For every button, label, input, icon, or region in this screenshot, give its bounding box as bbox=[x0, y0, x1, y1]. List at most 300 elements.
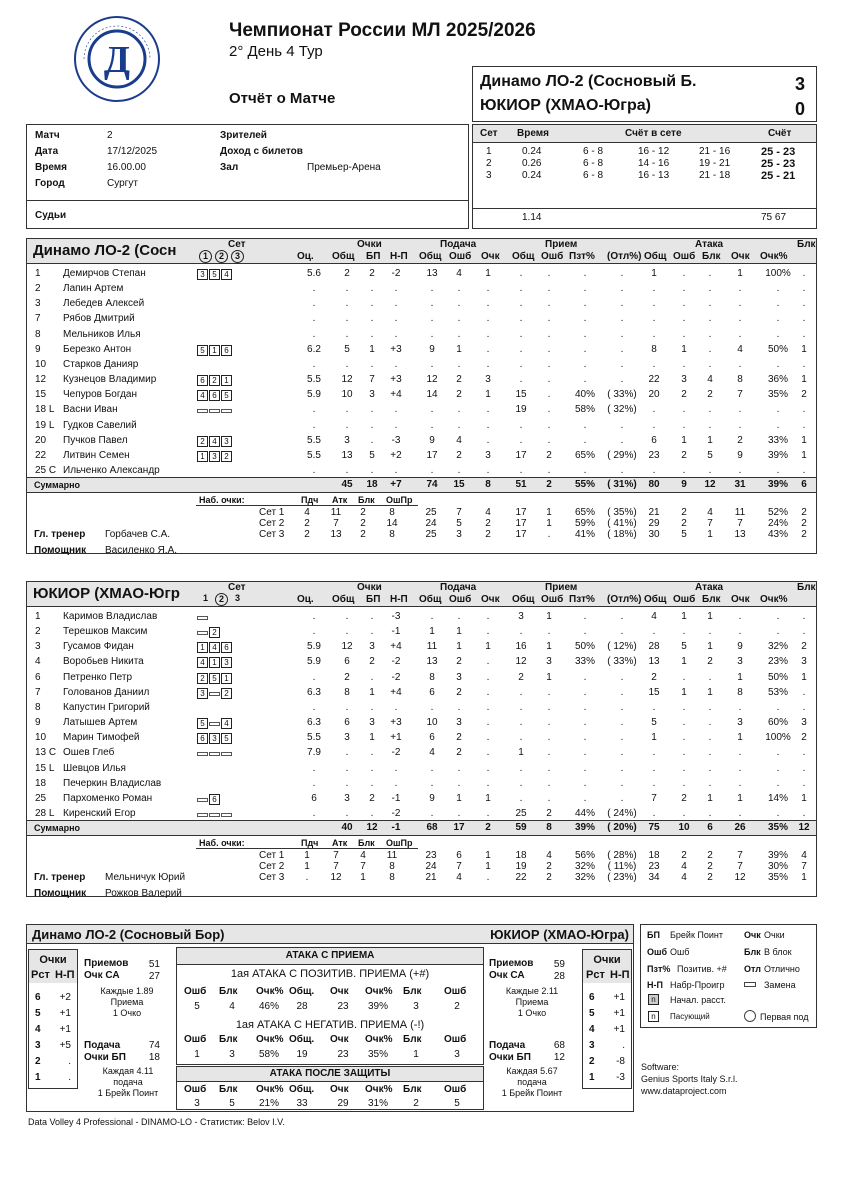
substitution-marker bbox=[197, 752, 208, 756]
legend-nach-text: Начал. расст. bbox=[670, 995, 726, 1005]
player-rec-tot: . bbox=[519, 792, 523, 804]
team1-subheader-exc: (Отл%) bbox=[607, 251, 642, 262]
breakdown-attack: 7 bbox=[737, 861, 743, 873]
player-rec-pos: . bbox=[583, 701, 587, 713]
match-label: Матч bbox=[35, 130, 60, 141]
team1-subheader-blk: Блк bbox=[702, 251, 721, 262]
player-rec-tot: 25 bbox=[515, 807, 527, 819]
attack-stat-header: Общ. bbox=[289, 1034, 315, 1045]
player-srv-pts: . bbox=[486, 419, 490, 431]
player-rec-exc: . bbox=[620, 777, 624, 789]
legend-otl-text: Отлично bbox=[764, 964, 800, 974]
breakdown-value: 11 bbox=[386, 850, 398, 862]
setter-icon: n bbox=[648, 1011, 659, 1022]
player-att-blk: . bbox=[708, 464, 712, 476]
starting-position: 1 bbox=[197, 642, 208, 653]
summary-bp: 18 bbox=[366, 479, 378, 491]
breakdown-attack: 34 bbox=[648, 872, 660, 884]
player-number: 25 bbox=[35, 792, 47, 804]
player-srv-tot: 6 bbox=[429, 686, 435, 698]
breakdown-reception: 2 bbox=[546, 861, 552, 873]
player-vote: 5.9 bbox=[307, 656, 321, 668]
player-name: Шевцов Илья bbox=[63, 762, 126, 774]
player-rec-exc: . bbox=[620, 792, 624, 804]
substitution-marker bbox=[197, 409, 208, 413]
player-name: Ильченко Александр bbox=[63, 464, 160, 476]
attack-stat-header: Ошб bbox=[444, 1034, 467, 1045]
breakdown-set-label: Сет 1 bbox=[259, 507, 285, 519]
player-pts-tot: . bbox=[345, 358, 349, 370]
player-np: -3 bbox=[391, 611, 401, 622]
player-set-positions bbox=[197, 657, 233, 668]
attack-stat-value: 35% bbox=[367, 1049, 388, 1060]
player-att-pct: . bbox=[776, 807, 780, 819]
player-att-blk: 2 bbox=[707, 389, 713, 401]
legend-ochk: Очк bbox=[744, 930, 761, 940]
player-number: 7 bbox=[35, 686, 41, 698]
player-att-pct: . bbox=[776, 777, 780, 789]
player-att-err: . bbox=[682, 701, 686, 713]
starting-position: 3 bbox=[197, 269, 208, 280]
player-number: 3 bbox=[35, 298, 41, 310]
substitution-marker bbox=[221, 752, 232, 756]
player-bp: . bbox=[370, 419, 374, 431]
player-blk: . bbox=[802, 268, 806, 279]
player-att-tot: . bbox=[652, 283, 656, 295]
player-rec-exc: ( 24%) bbox=[607, 807, 637, 819]
player-name: Латышев Артем bbox=[63, 717, 138, 729]
player-vote: . bbox=[312, 464, 316, 476]
player-att-pts: . bbox=[738, 419, 742, 431]
player-att-tot: 2 bbox=[651, 671, 657, 683]
player-rec-err: 1 bbox=[546, 641, 552, 653]
sets-table-header: Счёт в сете bbox=[625, 128, 682, 139]
starting-position: 6 bbox=[209, 390, 220, 401]
attack-stat-value: 3 bbox=[194, 1098, 200, 1109]
player-srv-tot: 11 bbox=[426, 641, 438, 653]
player-srv-pts: . bbox=[486, 298, 490, 310]
player-att-pts: 3 bbox=[737, 717, 743, 729]
player-bp: . bbox=[370, 358, 374, 370]
player-rec-exc: . bbox=[620, 701, 624, 713]
player-rec-exc: . bbox=[620, 328, 624, 340]
player-att-pts: 4 bbox=[737, 343, 743, 355]
player-name: Капустин Григорий bbox=[63, 701, 150, 713]
sets-table-header: Сет bbox=[480, 128, 498, 139]
player-att-blk: . bbox=[708, 358, 712, 370]
starting-position: 4 bbox=[209, 642, 220, 653]
rotation-np: +1 bbox=[59, 1024, 71, 1035]
player-srv-pts: . bbox=[486, 777, 490, 789]
player-rec-exc: . bbox=[620, 611, 624, 622]
set-row-p2: 16 - 12 bbox=[638, 146, 670, 157]
breakdown-value: 7 bbox=[333, 861, 339, 873]
breakdown-serve: 4 bbox=[456, 872, 462, 884]
rotation-np: +1 bbox=[613, 1024, 625, 1035]
home-rec-val: 51 bbox=[148, 959, 160, 970]
player-att-pct: 35% bbox=[767, 389, 788, 401]
player-srv-tot: . bbox=[430, 298, 434, 310]
home-rec-label: Приемов bbox=[84, 958, 129, 969]
player-bp: 1 bbox=[369, 732, 375, 744]
player-pts-tot: 3 bbox=[344, 792, 350, 804]
set-row-set: 2 bbox=[486, 158, 492, 169]
player-srv-tot: . bbox=[430, 419, 434, 431]
player-vote: 5.5 bbox=[307, 374, 321, 386]
starting-position: 3 bbox=[221, 436, 232, 447]
player-rec-tot: 15 bbox=[515, 389, 527, 401]
player-name: Мельников Илья bbox=[63, 328, 141, 340]
breakdown-serve: 2 bbox=[485, 529, 491, 541]
rotation-position: 1 bbox=[35, 1072, 41, 1083]
player-name: Гусамов Фидан bbox=[63, 641, 134, 653]
player-rec-pos: . bbox=[583, 732, 587, 744]
attack-stat-value: 4 bbox=[229, 1001, 235, 1012]
player-rec-err: . bbox=[547, 464, 551, 476]
home-bp-label: Очки БП bbox=[84, 1052, 126, 1063]
player-rec-err: . bbox=[547, 283, 551, 295]
player-set-positions bbox=[197, 627, 221, 638]
attack-stat-header: Ошб bbox=[184, 986, 207, 997]
substitution-marker bbox=[197, 631, 208, 635]
player-pts-tot: . bbox=[345, 747, 349, 759]
team1-breakdown-header: ОшПр bbox=[386, 495, 413, 506]
player-pts-tot: . bbox=[345, 701, 349, 713]
player-att-pct: 14% bbox=[767, 792, 788, 804]
breakdown-value: 2 bbox=[360, 507, 366, 519]
breakdown-attack: 2 bbox=[707, 861, 713, 873]
player-att-err: . bbox=[682, 464, 686, 476]
player-att-tot: . bbox=[652, 777, 656, 789]
player-att-blk: . bbox=[708, 747, 712, 759]
player-np: +1 bbox=[390, 732, 402, 744]
player-rec-pos: 40% bbox=[574, 389, 595, 401]
player-number: 15 bbox=[35, 389, 47, 401]
team1-subheader-err: Ошб bbox=[541, 251, 564, 262]
away-np-label: Н-П bbox=[610, 969, 630, 981]
player-pts-tot: 12 bbox=[341, 641, 353, 653]
player-srv-pts: . bbox=[486, 762, 490, 774]
player-att-tot: 6 bbox=[651, 434, 657, 446]
breakdown-serve: 3 bbox=[456, 529, 462, 541]
hall-value: Премьер-Арена bbox=[307, 162, 381, 173]
breakdown-set-label: Сет 3 bbox=[259, 872, 285, 884]
player-att-pct: 36% bbox=[767, 374, 788, 386]
team1-group-points: Очки bbox=[357, 239, 382, 250]
referees-label: Судьи bbox=[35, 210, 67, 221]
player-att-pct: . bbox=[776, 611, 780, 622]
player-att-tot: 5 bbox=[651, 717, 657, 729]
rotation-position: 5 bbox=[589, 1008, 595, 1019]
player-att-pct: . bbox=[776, 358, 780, 370]
player-att-blk: . bbox=[708, 419, 712, 431]
summary-att-pts: 31 bbox=[734, 479, 746, 491]
breakdown-attack: 4 bbox=[681, 861, 687, 873]
player-att-err: 2 bbox=[681, 792, 687, 804]
rotation-position: 4 bbox=[589, 1024, 595, 1035]
summary-att-pts: 26 bbox=[734, 822, 746, 834]
player-blk: . bbox=[802, 611, 806, 622]
player-bp: . bbox=[370, 611, 374, 622]
player-srv-pts: . bbox=[486, 343, 490, 355]
player-att-pct: 50% bbox=[767, 343, 788, 355]
time-label: Время bbox=[35, 162, 67, 173]
player-set-positions bbox=[197, 733, 233, 744]
player-blk: 3 bbox=[801, 717, 807, 729]
spectators-label: Зрителей bbox=[220, 130, 267, 141]
player-np: . bbox=[394, 777, 398, 789]
set-row-p2: 16 - 13 bbox=[638, 170, 670, 181]
team1-set-number: 2 bbox=[215, 250, 228, 263]
breakdown-set-label: Сет 2 bbox=[259, 518, 285, 530]
player-srv-tot: 17 bbox=[426, 449, 438, 461]
starting-position: 2 bbox=[221, 451, 232, 462]
away-bp-val: 12 bbox=[553, 1052, 565, 1063]
bottom-home-name: Динамо ЛО-2 (Сосновый Бор) bbox=[32, 927, 225, 942]
player-bp: 2 bbox=[369, 268, 375, 279]
substitution-marker bbox=[209, 752, 220, 756]
player-name: Литвин Семен bbox=[63, 449, 130, 461]
player-rec-exc: . bbox=[620, 434, 624, 446]
player-set-positions bbox=[197, 809, 233, 820]
player-att-err: . bbox=[682, 404, 686, 416]
breakdown-serve: 1 bbox=[485, 861, 491, 873]
player-rec-pos: 50% bbox=[574, 641, 595, 653]
breakdown-reception: 41% bbox=[574, 529, 595, 541]
team1-set-number: 1 bbox=[199, 250, 212, 263]
player-vote: . bbox=[312, 404, 316, 416]
player-np: . bbox=[394, 298, 398, 310]
player-np: . bbox=[394, 313, 398, 325]
breakdown-attack: 2 bbox=[707, 872, 713, 884]
team1-subheader-tot: Общ bbox=[332, 251, 355, 262]
rotation-position: 6 bbox=[35, 992, 41, 1003]
player-att-blk: 5 bbox=[707, 449, 713, 461]
summary-att-tot: 75 bbox=[648, 822, 660, 834]
legend-blk-text: В блок bbox=[764, 947, 792, 957]
player-att-tot: . bbox=[652, 298, 656, 310]
player-set-positions bbox=[197, 748, 233, 759]
player-att-err: . bbox=[682, 313, 686, 325]
player-srv-pts: . bbox=[486, 313, 490, 325]
player-vote: . bbox=[312, 298, 316, 310]
player-rec-pos: . bbox=[583, 464, 587, 476]
team2-subheader-np: Н-П bbox=[390, 594, 408, 605]
player-srv-err: 2 bbox=[456, 686, 462, 698]
player-rec-err: . bbox=[547, 328, 551, 340]
player-srv-tot: . bbox=[430, 807, 434, 819]
player-rec-tot: . bbox=[519, 626, 523, 638]
player-rec-tot: 2 bbox=[518, 671, 524, 683]
team1-subheader-err: Ошб bbox=[449, 251, 472, 262]
attack-stat-value: 2 bbox=[454, 1001, 460, 1012]
player-vote: . bbox=[312, 626, 316, 638]
round-subtitle: 2° День 4 Тур bbox=[229, 43, 323, 60]
player-set-positions bbox=[197, 390, 233, 401]
player-rec-pos: 44% bbox=[574, 807, 595, 819]
player-rec-exc: . bbox=[620, 268, 624, 279]
player-att-tot: . bbox=[652, 701, 656, 713]
starting-position: 1 bbox=[221, 673, 232, 684]
breakdown-reception: 1 bbox=[546, 518, 552, 530]
player-number: 2 bbox=[35, 626, 41, 638]
breakdown-value: 8 bbox=[389, 872, 395, 884]
breakdown-attack: 7 bbox=[707, 518, 713, 530]
player-rec-pos: 58% bbox=[574, 404, 595, 416]
breakdown-reception: ( 23%) bbox=[607, 872, 637, 884]
breakdown-reception: 1 bbox=[546, 507, 552, 519]
legend-otl: Отл bbox=[744, 964, 762, 974]
starting-position: 5 bbox=[221, 390, 232, 401]
player-name: Петренко Петр bbox=[63, 671, 133, 683]
player-srv-tot: . bbox=[430, 611, 434, 622]
player-bp: 3 bbox=[369, 717, 375, 729]
starting-position: 6 bbox=[221, 345, 232, 356]
breakdown-reception: ( 18%) bbox=[607, 529, 637, 541]
player-rec-pos: . bbox=[583, 611, 587, 622]
breakdown-attack: 30% bbox=[767, 861, 788, 873]
date-value: 17/12/2025 bbox=[107, 146, 158, 157]
set-row-p1: 6 - 8 bbox=[583, 158, 604, 169]
starter-icon: n bbox=[648, 994, 659, 1005]
player-np: +2 bbox=[390, 449, 402, 461]
player-srv-err: 4 bbox=[456, 268, 462, 279]
away-sa-label: Очк СА bbox=[489, 970, 525, 981]
player-att-pts: . bbox=[738, 762, 742, 774]
team2-group-points: Очки bbox=[357, 582, 382, 593]
player-srv-err: 1 bbox=[456, 343, 462, 355]
player-pts-tot: . bbox=[345, 404, 349, 416]
player-rec-exc: . bbox=[620, 313, 624, 325]
player-blk: . bbox=[802, 762, 806, 774]
summary-att-pct: 39% bbox=[767, 479, 788, 491]
player-srv-err: 1 bbox=[456, 626, 462, 638]
player-srv-tot: 4 bbox=[429, 747, 435, 759]
player-rec-exc: ( 33%) bbox=[607, 389, 637, 401]
player-set-positions bbox=[197, 612, 209, 623]
breakdown-reception: 32% bbox=[574, 872, 595, 884]
player-att-err: 1 bbox=[681, 686, 687, 698]
player-rec-exc: ( 32%) bbox=[607, 404, 637, 416]
breakdown-value: 1 bbox=[360, 872, 366, 884]
player-number: 15 L bbox=[35, 762, 55, 774]
player-blk: . bbox=[802, 807, 806, 819]
player-rec-err: 1 bbox=[546, 611, 552, 622]
player-vote: . bbox=[312, 701, 316, 713]
player-pts-tot: . bbox=[345, 464, 349, 476]
player-bp: 3 bbox=[369, 641, 375, 653]
team2-subheader-err: Ошб bbox=[541, 594, 564, 605]
breakdown-reception: 17 bbox=[515, 518, 527, 530]
player-name: Пучков Павел bbox=[63, 434, 128, 446]
breakdown-reception: 2 bbox=[546, 872, 552, 884]
player-srv-pts: 1 bbox=[485, 268, 491, 279]
set-row-time: 0.24 bbox=[522, 170, 542, 181]
player-att-blk: . bbox=[708, 777, 712, 789]
starting-position: 4 bbox=[221, 718, 232, 729]
player-rec-err: . bbox=[547, 434, 551, 446]
player-number: 9 bbox=[35, 343, 41, 355]
attack-stat-value: 58% bbox=[258, 1049, 279, 1060]
player-rec-exc: . bbox=[620, 343, 624, 355]
team1-subheader-pts: Очк bbox=[731, 251, 750, 262]
player-rec-tot: 19 bbox=[515, 404, 527, 416]
player-name: Ошев Глеб bbox=[63, 747, 115, 759]
breakdown-serve: 25 bbox=[425, 507, 437, 519]
player-att-tot: 23 bbox=[648, 449, 660, 461]
attack-stat-header: Очк% bbox=[365, 1084, 393, 1095]
legend-bp-text: Брейк Поинт bbox=[670, 930, 723, 940]
player-blk: . bbox=[802, 419, 806, 431]
player-number: 18 bbox=[35, 777, 47, 789]
team2-breakdown-header: Атк bbox=[332, 838, 348, 849]
club-logo bbox=[72, 14, 162, 104]
summary-bp: 12 bbox=[366, 822, 378, 834]
breakdown-block: 2 bbox=[801, 529, 807, 541]
player-rec-tot: . bbox=[519, 732, 523, 744]
neg-title: 1ая АТАКА С НЕГАТИВ. ПРИЕМА (-!) bbox=[235, 1019, 425, 1031]
player-att-pts: 8 bbox=[737, 686, 743, 698]
breakdown-value: 7 bbox=[360, 861, 366, 873]
breakdown-reception: ( 35%) bbox=[607, 507, 637, 519]
player-rec-err: . bbox=[547, 268, 551, 279]
player-att-err: 2 bbox=[681, 389, 687, 401]
player-np: +3 bbox=[390, 717, 402, 729]
team2-subheader-err: Ошб bbox=[673, 594, 696, 605]
team2-subheader-tot: Общ bbox=[644, 594, 667, 605]
player-pts-tot: 10 bbox=[341, 389, 353, 401]
player-att-tot: 7 bbox=[651, 792, 657, 804]
player-number: 7 bbox=[35, 313, 41, 325]
player-att-blk: . bbox=[708, 671, 712, 683]
summary-rec-tot: 59 bbox=[515, 822, 527, 834]
team1-subheader-pts: Очк bbox=[481, 251, 500, 262]
player-blk: . bbox=[802, 404, 806, 416]
legend-osh: Ошб bbox=[647, 947, 668, 957]
player-att-pct: 50% bbox=[767, 671, 788, 683]
player-pts-tot: 8 bbox=[344, 686, 350, 698]
player-rec-pos: . bbox=[583, 419, 587, 431]
player-rec-err: 2 bbox=[546, 449, 552, 461]
player-rec-tot: 1 bbox=[518, 747, 524, 759]
player-np: +4 bbox=[390, 641, 402, 653]
breakdown-reception: ( 11%) bbox=[607, 861, 637, 873]
player-bp: . bbox=[370, 807, 374, 819]
attack-stat-value: 33 bbox=[296, 1098, 308, 1109]
attack-stat-value: 3 bbox=[413, 1001, 419, 1012]
player-att-pct: 53% bbox=[767, 686, 788, 698]
player-att-err: . bbox=[682, 268, 686, 279]
player-srv-err: . bbox=[457, 807, 461, 819]
player-srv-err: 2 bbox=[456, 374, 462, 386]
starting-position: 5 bbox=[209, 673, 220, 684]
breakdown-block: 7 bbox=[801, 861, 807, 873]
attack-stat-value: 3 bbox=[229, 1049, 235, 1060]
player-rec-exc: . bbox=[620, 686, 624, 698]
breakdown-reception: 4 bbox=[546, 850, 552, 862]
player-rec-exc: . bbox=[620, 626, 624, 638]
sets-table-header: Счёт bbox=[768, 128, 792, 139]
player-rec-tot: . bbox=[519, 419, 523, 431]
player-srv-pts: . bbox=[486, 404, 490, 416]
team1-breakdown-header: Пдч bbox=[301, 495, 319, 506]
breakdown-reception: 18 bbox=[515, 850, 527, 862]
team1-subheader-tot: Общ bbox=[512, 251, 535, 262]
player-bp: . bbox=[370, 777, 374, 789]
player-blk: . bbox=[802, 283, 806, 295]
player-att-tot: . bbox=[652, 328, 656, 340]
player-srv-tot: . bbox=[430, 464, 434, 476]
